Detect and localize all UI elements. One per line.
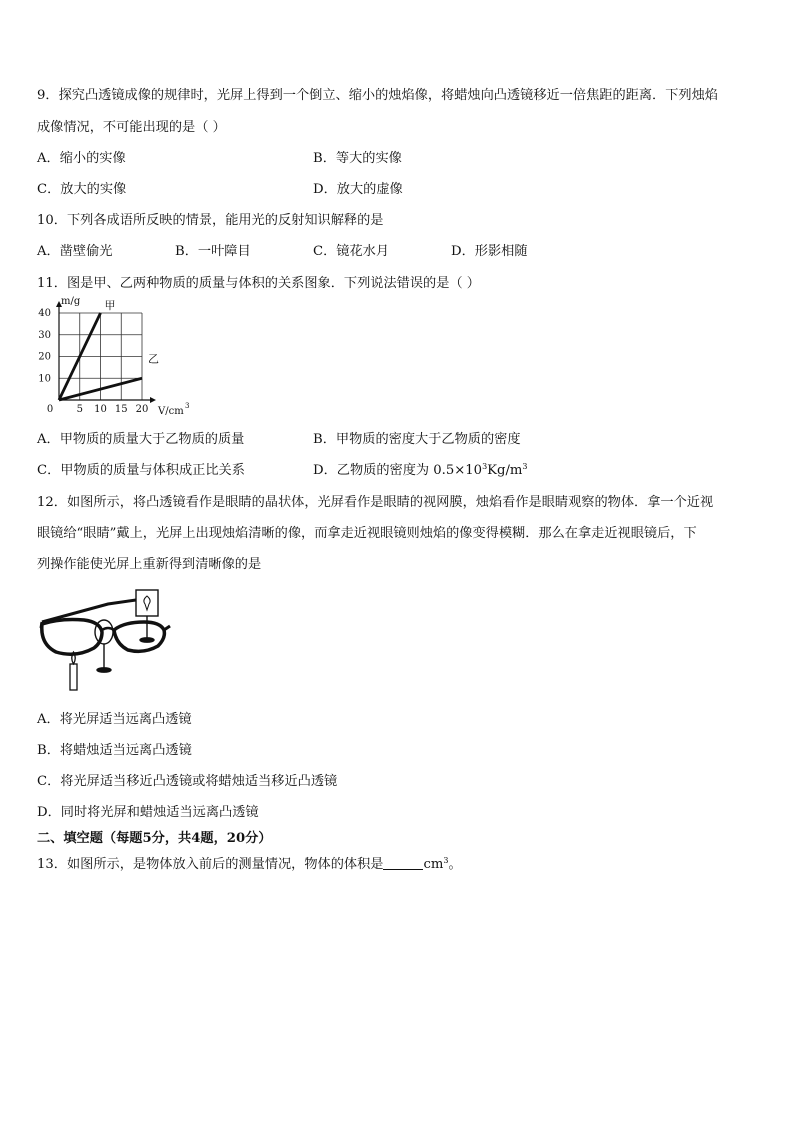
q9-stem-line2: 成像情况，不可能出现的是（ ） [37, 120, 226, 135]
x-tick-label: 0 [46, 404, 54, 415]
series-label: 甲 [104, 299, 116, 312]
q9-stem-line1: 9．探究凸透镜成像的规律时，光屏上得到一个倒立、缩小的烛焰像，将蜡烛向凸透镜移近一倍焦距的距离．下列烛焰 [37, 88, 718, 103]
q11-option-d-text: D．乙物质的密度为 0.5×10 [313, 463, 483, 478]
q10-option-c[interactable]: C．镜花水月 [313, 244, 390, 259]
x-tick-label: 20 [135, 404, 149, 415]
x-axis-label-exp: 3 [185, 402, 190, 410]
q12-option-d[interactable]: D．同时将光屏和蜡烛适当远离凸透镜 [37, 805, 259, 820]
y-tick-label: 10 [38, 373, 51, 385]
y-tick-label: 40 [38, 308, 51, 319]
y-tick-label: 20 [38, 351, 51, 363]
mass-volume-chart [30, 292, 200, 422]
q11-option-b[interactable]: B．甲物质的密度大于乙物质的密度 [313, 432, 521, 447]
lens-experiment-figure [36, 586, 176, 694]
q11-option-d-unit-exp: 3 [522, 462, 528, 471]
q13-answer-blank[interactable] [383, 857, 423, 870]
x-tick-label: 5 [76, 404, 83, 415]
q10-option-a[interactable]: A．凿壁偷光 [37, 244, 113, 259]
q11-option-d-unit: Kg/m [487, 463, 523, 478]
chart-series [59, 299, 159, 400]
light-screen-icon [136, 590, 158, 642]
q10-stem: 10．下列各成语所反映的情景，能用光的反射知识解释的是 [37, 213, 384, 228]
q12-option-c[interactable]: C．将光屏适当移近凸透镜或将蜡烛适当移近凸透镜 [37, 774, 338, 789]
q12-stem-line3: 列操作能使光屏上重新得到清晰像的是 [37, 557, 262, 572]
q12-option-b[interactable]: B．将蜡烛适当远离凸透镜 [37, 743, 192, 758]
q13-unit: cm [423, 857, 444, 872]
q11-option-c[interactable]: C．甲物质的质量与体积成正比关系 [37, 463, 245, 478]
q9-option-d[interactable]: D．放大的虚像 [313, 182, 403, 197]
x-axis-arrow [150, 397, 156, 403]
y-tick-label: 30 [38, 329, 51, 341]
q10-option-d[interactable]: D．形影相随 [451, 244, 528, 259]
q13-unit-exp: 3 [443, 856, 449, 865]
q13-stem [37, 853, 462, 872]
x-tick-label: 15 [114, 404, 128, 415]
x-axis-label: V/cm [158, 406, 184, 417]
q9-option-b[interactable]: B．等大的实像 [313, 151, 402, 166]
y-axis-label: m/g [61, 296, 81, 307]
q13-stem-end: 。 [448, 857, 462, 872]
chart-grid [59, 313, 142, 400]
x-tick-label: 10 [94, 404, 107, 415]
q13-stem-text: 13．如图所示，是物体放入前后的测量情况，物体的体积是 [37, 857, 384, 872]
q12-stem-line2: 眼镜给“眼睛”戴上，光屏上出现烛焰清晰的像，而拿走近视眼镜则烛焰的像变得模糊．那么在拿走近视眼镜后，下 [37, 526, 697, 541]
q11-option-a[interactable]: A．甲物质的质量大于乙物质的质量 [37, 432, 245, 447]
q11-stem: 11．图是甲、乙两种物质的质量与体积的关系图象．下列说法错误的是（ ） [37, 276, 480, 291]
q11-option-d[interactable] [313, 459, 528, 478]
q10-option-b[interactable]: B．一叶障目 [175, 244, 251, 259]
q9-option-a[interactable]: A．缩小的实像 [37, 151, 126, 166]
q11-option-d-exp: 3 [482, 462, 488, 471]
q12-option-a[interactable]: A．将光屏适当远离凸透镜 [37, 712, 192, 727]
q9-option-c[interactable]: C．放大的实像 [37, 182, 127, 197]
candle-icon [70, 652, 77, 690]
series-label: 乙 [148, 352, 159, 366]
q12-stem-line1: 12．如图所示，将凸透镜看作是眼睛的晶状体，光屏看作是眼睛的视网膜，烛焰看作是眼睛观察的物体．拿一个近视 [37, 495, 714, 510]
section2-heading: 二、填空题（每题5分，共4题，20分） [37, 831, 272, 846]
